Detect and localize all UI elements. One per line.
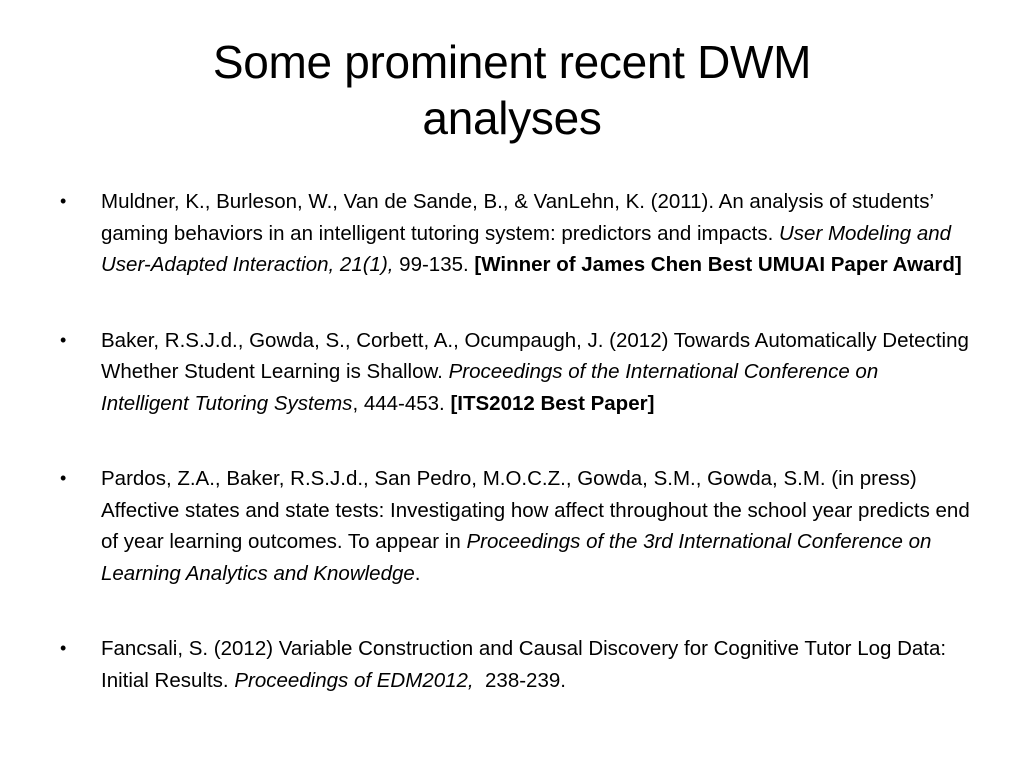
- reference-citation-text: Muldner, K., Burleson, W., Van de Sande, B., & VanLehn, K. (2011). An analysis of students’ gaming behaviors in an intelligent tutoring system: predictors and impacts.: [101, 190, 934, 245]
- reference-item-baker-2012: [60, 325, 970, 420]
- reference-award: [Winner of James Chen Best UMUAI Paper Award]: [474, 253, 962, 276]
- reference-venue: Proceedings of the 3rd International Conference on Learning Analytics and Knowledge: [101, 530, 932, 585]
- slide-title: [60, 34, 964, 146]
- bullet-icon: •: [60, 468, 67, 488]
- reference-award: [ITS2012 Best Paper]: [450, 391, 655, 415]
- reference-pages: 238-239.: [473, 668, 566, 692]
- bullet-icon: •: [60, 329, 67, 350]
- reference-citation-text: Baker, R.S.J.d., Gowda, S., Corbett, A., Ocumpaugh, J. (2012) Towards Automatically Detecting Whether Student Learning is Shallow.: [101, 328, 969, 383]
- reference-pages: .: [414, 561, 421, 585]
- reference-venue: Proceedings of the International Conference on Intelligent Tutoring Systems: [101, 360, 879, 415]
- reference-venue: Proceedings of EDM2012,: [234, 668, 474, 692]
- reference-citation-text: Fancsali, S. (2012) Variable Construction and Causal Discovery for Cognitive Tutor Log Data: Initial Results.: [101, 637, 947, 692]
- bullet-icon: •: [60, 191, 67, 211]
- reference-citation-text: Pardos, Z.A., Baker, R.S.J.d., San Pedro, M.O.C.Z., Gowda, S.M., Gowda, S.M. (in press) Affective states and state tests: Investigating how affect throughout the school year predicts end of year learning outcomes. To appear in: [101, 467, 970, 553]
- reference-item-fancsali-2012: [60, 633, 970, 696]
- reference-pages: 99-135.: [393, 253, 475, 276]
- reference-list: [60, 186, 970, 696]
- bullet-icon: •: [60, 638, 67, 658]
- reference-venue: User Modeling and User-Adapted Interaction, 21(1),: [101, 221, 952, 276]
- reference-item-pardos-in-press: [60, 463, 970, 589]
- reference-pages: , 444-453.: [352, 391, 451, 415]
- slide-title-line-1: Some prominent recent DWM: [212, 36, 812, 88]
- reference-item-muldner-2011: [60, 186, 970, 281]
- slide-title-line-2: analyses: [422, 92, 602, 144]
